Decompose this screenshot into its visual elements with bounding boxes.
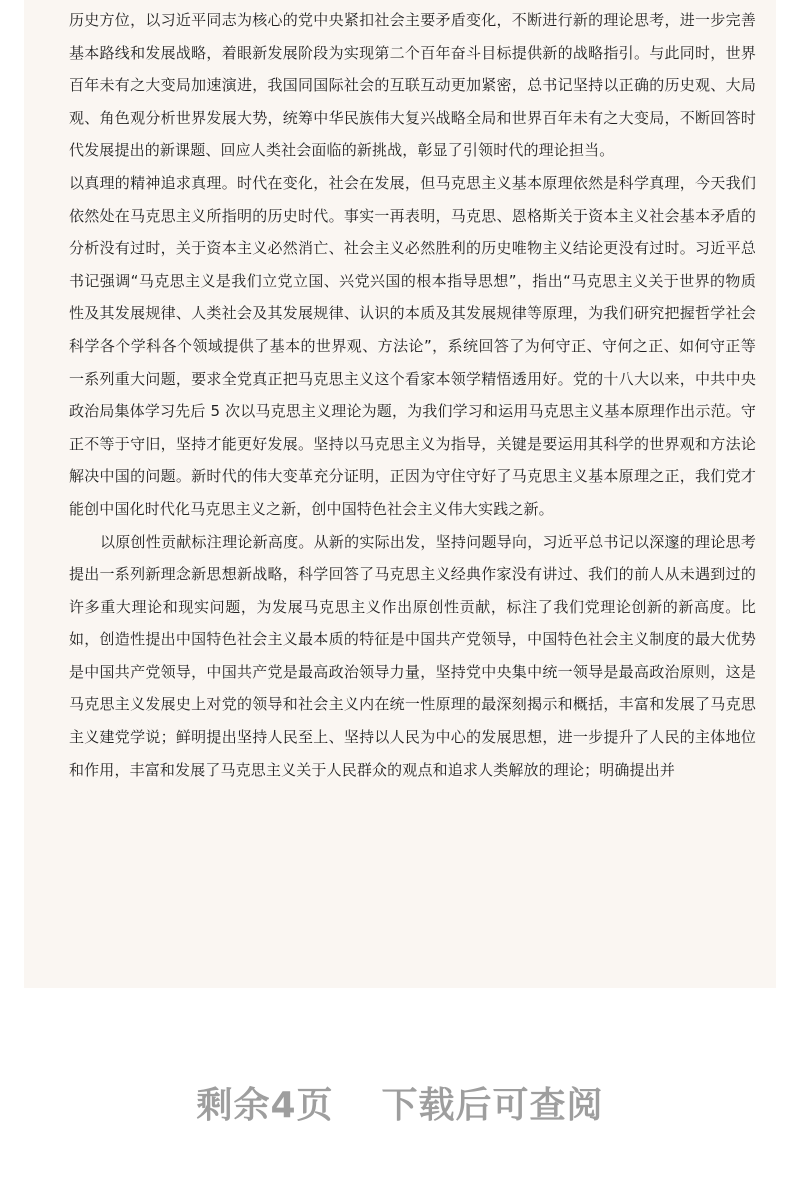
paragraph-historical-position: 历史方位，以习近平同志为核心的党中央紧扣社会主要矛盾变化，不断进行新的理论思考，进一步完善基本路线和发展战略，着眼新发展阶段为实现第二个百年奋斗目标提供新的战略指引。与此同时，世界百年未有之大变局加速演进，我国同国际社会的互联互动更加紧密，总书记坚持以正确的历史观、大局观、角色观分析世界发展大势，统筹中华民族伟大复兴战略全局和世界百年未有之大变局，不断回答时代发展提出的新课题、回应人类社会面临的新挑战，彰显了引领时代的理论担当。 <box>69 11 756 160</box>
download-to-read-label[interactable]: 下载后可查阅 <box>381 1085 604 1126</box>
download-prompt[interactable] <box>0 1077 800 1128</box>
document-body <box>69 4 756 786</box>
paragraph-original-contribution: 以原创性贡献标注理论新高度。从新的实际出发，坚持问题导向，习近平总书记以深邃的理论思考提出一系列新理念新思想新战略，科学回答了马克思主义经典作家没有讲过、我们的前人从未遇到过的许多重大理论和现实问题，为发展马克思主义作出原创性贡献，标注了我们党理论创新的新高度。比如，创造性提出中国特色社会主义最本质的特征是中国共产党领导，中国特色社会主义制度的最大优势是中国共产党领导，中国共产党是最高政治领导力量，坚持党中央集中统一领导是最高政治原则，这是马克思主义发展史上对党的领导和社会主义内在统一性原理的最深刻揭示和概括，丰富和发展了马克思主义建党学说；鲜明提出坚持人民至上、坚持以人民为中心的发展思想，进一步提升了人民的主体地位和作用，丰富和发展了马克思主义关于人民群众的观点和追求人类解放的理论；明确提出并 <box>69 532 756 779</box>
document-page <box>24 0 776 988</box>
paragraph-pursue-truth: 以真理的精神追求真理。时代在变化，社会在发展，但马克思主义基本原理依然是科学真理，今天我们依然处在马克思主义所指明的历史时代。事实一再表明，马克思、恩格斯关于资本主义社会基本矛盾的分析没有过时，关于资本主义必然消亡、社会主义必然胜利的历史唯物主义结论更没有过时。习近平总书记强调“马克思主义是我们立党立国、兴党兴国的根本指导思想”，指出“马克思主义关于世界的物质性及其发展规律、人类社会及其发展规律、认识的本质及其发展规律等原理，为我们研究把握哲学社会科学各个学科各个领域提供了基本的世界观、方法论”，系统回答了为何守正、守何之正、如何守正等一系列重大问题，要求全党真正把马克思主义这个看家本领学精悟透用好。党的十八大以来，中共中央政治局集体学习先后 5 次以马克思主义理论为题，为我们学习和运用马克思主义基本原理作出示范。守正不等于守旧，坚持才能更好发展。坚持以马克思主义为指导，关键是要运用其科学的世界观和方法论解决中国的问题。新时代的伟大变革充分证明，正因为守住守好了马克思主义基本原理之正，我们党才能创中国化时代化马克思主义之新，创中国特色社会主义伟大实践之新。 <box>69 173 756 518</box>
remaining-pages-label[interactable]: 剩余4页 <box>196 1085 334 1126</box>
